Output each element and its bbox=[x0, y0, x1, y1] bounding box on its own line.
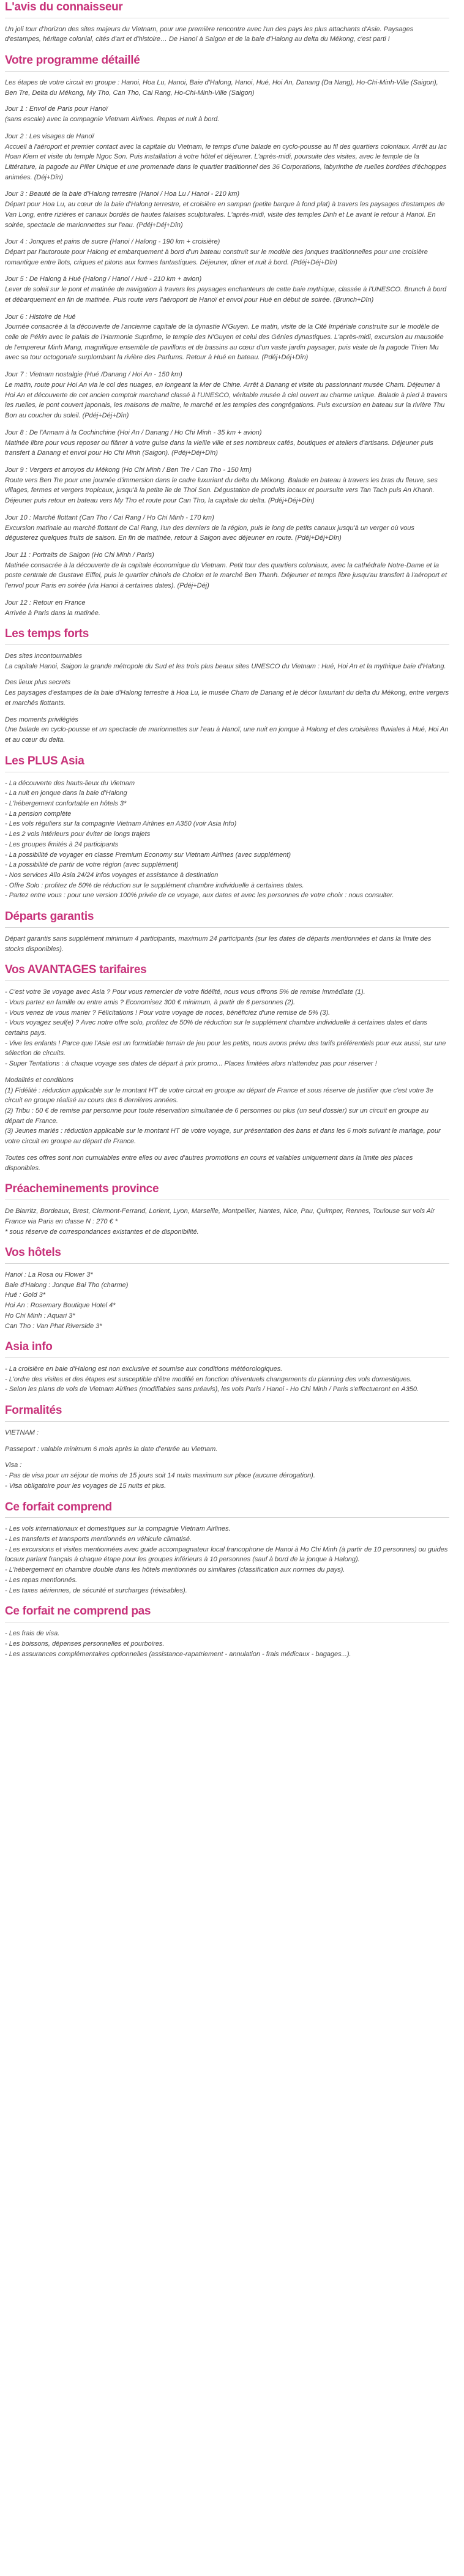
plus-item: - Nos services Allo Asia 24/24 infos voyages et assistance à destination bbox=[5, 872, 219, 879]
day-description: Arrivée à Paris dans la matinée. bbox=[5, 609, 100, 617]
asia-info-line: - La croisière en baie d'Halong est non exclusive et soumise aux conditions météorologiques. bbox=[5, 1365, 283, 1373]
formalite-line: - Pas de visa pour un séjour de moins de 15 jours soit 14 nuits maximum sur place (aucune dérogation). bbox=[5, 1472, 315, 1480]
section-title-connaisseur: L'avis du connaisseur bbox=[5, 0, 449, 18]
temps-fort-item bbox=[5, 651, 449, 671]
day-item bbox=[5, 104, 449, 124]
temps-fort-text: La capitale Hanoi, Saigon la grande métropole du Sud et les trois plus beaux sites UNESCO du Vietnam : Hué, Hoi An et la mythique baie d'Halong. bbox=[5, 662, 446, 670]
day-title: Jour 5 : De Halong à Hué (Halong / Hanoi / Hué - 210 km + avion) bbox=[5, 275, 202, 283]
hotels-list bbox=[5, 1270, 449, 1331]
hotel-line: Hanoi : La Rosa ou Flower 3* bbox=[5, 1271, 93, 1279]
day-description: Matinée libre pour vous reposer ou flâner à votre guise dans la vieille ville et ses nombreux cafés, boutiques et ateliers d'artisans. Déjeuner puis transfert à Danang et envol pour Ho Chi Minh (Saigon). (Pdéj+Déj+Dîn) bbox=[5, 439, 433, 457]
ne-comprend-line: - Les boissons, dépenses personnelles et pourboires. bbox=[5, 1640, 165, 1648]
day-item bbox=[5, 189, 449, 230]
comprend-line: - Les excursions et visites mentionnées avec guide accompagnateur local francophone de Hanoi à Ho Chi Minh (à partir de 10 personnes) ou guides locaux parlant français à chaque étape pour les groupes inférieurs à 10 personnes (sauf à bord de la jonque à Halong). bbox=[5, 1545, 448, 1564]
day-title: Jour 1 : Envol de Paris pour Hanoï bbox=[5, 105, 108, 113]
plus-item: - La découverte des hauts-lieux du Vietnam bbox=[5, 779, 135, 787]
plus-item: - Partez entre vous : pour une version 100% privée de ce voyage, aux dates et avec les personnes de votre choix : nous consulter. bbox=[5, 892, 394, 900]
section-title-comprend: Ce forfait comprend bbox=[5, 1500, 449, 1518]
day-title: Jour 4 : Jonques et pains de sucre (Hanoi / Halong - 190 km + croisière) bbox=[5, 238, 220, 246]
comprend-line: - Les vols internationaux et domestiques sur la compagnie Vietnam Airlines. bbox=[5, 1525, 231, 1533]
day-title: Jour 7 : Vietnam nostalgie (Hué /Danang / Hoi An - 150 km) bbox=[5, 371, 182, 379]
plus-item: - La pension complète bbox=[5, 810, 72, 818]
asia-info-line: - L'ordre des visites et des étapes est susceptible d'être modifié en fonction d'éventuels changements du planning des vols domestiques. bbox=[5, 1375, 412, 1383]
day-description: Départ par l'autoroute pour Halong et embarquement à bord d'un bateau construit sur le modèle des jonques traditionnelles pour une croisière romantique entre îlots, criques et pitons aux formes fantastiques. Déjeuner, dîner et nuit à bord. (Pdéj+Déj+Dîn) bbox=[5, 248, 428, 266]
temps-fort-text: Les paysages d'estampes de la baie d'Halong terrestre à Hoa Lu, le musée Cham de Danang et le décor luxuriant du delta du Mékong, entre vergers et marchés flottants. bbox=[5, 689, 449, 707]
day-item bbox=[5, 428, 449, 458]
section-title-ne-comprend: Ce forfait ne comprend pas bbox=[5, 1604, 449, 1622]
condition-line: (3) Jeunes mariés : réduction applicable sur le montant HT de votre voyage, sur présentation des bans et dans les 6 mois suivant le mariage, pour votre circuit en groupe au départ de France. bbox=[5, 1127, 441, 1146]
plus-item: - Les vols réguliers sur la compagnie Vietnam Airlines en A350 (voir Asia Info) bbox=[5, 820, 237, 828]
plus-item: - La nuit en jonque dans la baie d'Halong bbox=[5, 790, 127, 797]
ne-comprend-line: - Les frais de visa. bbox=[5, 1630, 60, 1638]
day-title: Jour 12 : Retour en France bbox=[5, 599, 86, 607]
day-item bbox=[5, 237, 449, 267]
condition-line: (1) Fidélité : réduction applicable sur le montant HT de votre circuit en groupe au départ de France et sous réserve de justifier que c'est votre 3e circuit en groupe réalisé au cours des 6 dernières années. bbox=[5, 1086, 433, 1105]
plus-item: - La possibilité de voyager en classe Premium Economy sur Vietnam Airlines (avec supplément) bbox=[5, 851, 291, 859]
avantage-item: - C'est votre 3e voyage avec Asia ? Pour vous remercier de votre fidélité, nous vous offrons 5% de remise immédiate (1). bbox=[5, 988, 365, 996]
formalites-passeport bbox=[5, 1444, 449, 1455]
ne-comprend-line: - Les assurances complémentaires optionnelles (assistance-rapatriement - annulation - frais médicaux - bagages...). bbox=[5, 1650, 351, 1658]
plus-item: - La possibilité de partir de votre région (avec supplément) bbox=[5, 861, 179, 869]
asia-info-line: - Selon les plans de vols de Vietnam Airlines (modifiables sans préavis), les vols Paris / Hanoi - Ho Chi Minh / Paris s'effectueront en A350. bbox=[5, 1386, 419, 1394]
comprend-line: - Les transferts et transports mentionnés en véhicule climatisé. bbox=[5, 1536, 192, 1543]
section-title-asia-info: Asia info bbox=[5, 1340, 449, 1358]
avantage-item: - Vous venez de vous marier ? Félicitations ! Pour votre voyage de noces, bénéficiez d'une remise de 5% (3). bbox=[5, 1009, 331, 1017]
section-title-plus-asia: Les PLUS Asia bbox=[5, 754, 449, 772]
section-title-departs-garantis: Départs garantis bbox=[5, 909, 449, 928]
formalite-line: - Visa obligatoire pour les voyages de 15 nuits et plus. bbox=[5, 1482, 167, 1490]
section-title-preacheminements: Préacheminements province bbox=[5, 1182, 449, 1200]
temps-fort-heading: Des lieux plus secrets bbox=[5, 679, 70, 687]
temps-fort-item bbox=[5, 678, 449, 708]
temps-forts-list bbox=[5, 651, 449, 745]
programme-days bbox=[5, 104, 449, 618]
avantage-item: - Vous partez en famille ou entre amis ? Economisez 300 € minimum, à partir de 6 personnes (2). bbox=[5, 998, 296, 1006]
day-description: (sans escale) avec la compagnie Vietnam Airlines. Repas et nuit à bord. bbox=[5, 116, 220, 124]
section-title-hotels: Vos hôtels bbox=[5, 1245, 449, 1264]
day-title: Jour 3 : Beauté de la baie d'Halong terrestre (Hanoi / Hoa Lu / Hanoi - 210 km) bbox=[5, 190, 240, 198]
formalites-visa bbox=[5, 1460, 449, 1491]
formalite-line: VIETNAM : bbox=[5, 1428, 39, 1436]
day-item bbox=[5, 370, 449, 421]
day-item bbox=[5, 132, 449, 183]
comprend-list bbox=[5, 1524, 449, 1596]
day-item bbox=[5, 513, 449, 543]
comprend-line: - Les taxes aériennes, de sécurité et surcharges (révisables). bbox=[5, 1586, 187, 1594]
connaisseur-text: Un joli tour d'horizon des sites majeurs du Vietnam, pour une première rencontre avec l'un des pays les plus attachants d'Asie. Paysages d'estampes, héritage colonial, cités d'art et d'histoire… De Hanoï à Saigon et de la baie d'Halong au delta du Mékong, c'est parti ! bbox=[5, 25, 414, 43]
preacheminement-line: * sous réserve de correspondances existantes et de disponibilité. bbox=[5, 1228, 199, 1236]
day-description: Journée consacrée à la découverte de l'ancienne capitale de la dynastie N'Guyen. Le matin, visite de la Cité Impériale construite sur le modèle de celle de Pékin avec le palais de l'Harmonie Suprême, le temple des N'Guyen et celui des Génies dynastiques. L'après-midi, excursion au mausolée de l'empereur Minh Mang, magnifique ensemble de pavillons et de bassins au cœur d'un vaste jardin paysager, puis visite de la pagode Thien Mu avec sa tour octogonale surplombant la rivière des Parfums. Retour à Hué en bateau. (Pdéj+Déj+Dîn) bbox=[5, 323, 444, 362]
hotel-line: Ho Chi Minh : Aquari 3* bbox=[5, 1312, 75, 1320]
programme-intro: Les étapes de votre circuit en groupe : Hanoi, Hoa Lu, Hanoi, Baie d'Halong, Hanoi, Hué, Hoi An, Danang (Da Nang), Ho-Chi-Minh-Ville (Saigon), Ben Tre, Delta du Mékong, My Tho, Can Tho, Cai Rang, Ho-Chi-Minh-Ville (Saigon) bbox=[5, 78, 438, 97]
plus-item: - Offre Solo : profitez de 50% de réduction sur le supplément chambre individuelle à certaines dates. bbox=[5, 881, 304, 889]
day-title: Jour 9 : Vergers et arroyos du Mékong (Ho Chi Minh / Ben Tre / Can Tho - 150 km) bbox=[5, 466, 252, 474]
day-title: Jour 2 : Les visages de Hanoï bbox=[5, 132, 94, 140]
day-item bbox=[5, 550, 449, 591]
day-description: Le matin, route pour Hoi An via le col des nuages, en longeant la Mer de Chine. Arrêt à Danang et visite du passionnant musée Cham. Déjeuner à Hoi An et découverte de cet ancien comptoir marchand classé à l'UNESCO, véritable musée à ciel ouvert au charme unique. Balade à pied à travers les ruelles, le pont couvert japonais, les maisons de maître, le marché et les temples des congrégations. Puis excursion en bateau sur la rivière Thu Bon au coucher du soleil. (Pdéj+Déj+Dîn) bbox=[5, 381, 447, 420]
day-description: Départ pour Hoa Lu, au cœur de la baie d'Halong terrestre, et croisière en sampan (petite barque à fond plat) à travers les paysages d'estampes de Van Long, entre rizières et canaux bordés de hautes falaises sculpturales. L'après-midi, visite des temples Dinh et Le avant le retour à Hanoi. En soirée, spectacle de marionnettes sur l'eau. (Pdéj+Déj+Dîn) bbox=[5, 201, 445, 229]
avantage-item: - Super Tentations : à chaque voyage ses dates de départ à prix promo... Places limitées alors n'attendez pas pour réserver ! bbox=[5, 1060, 377, 1068]
hotel-line: Hué : Gold 3* bbox=[5, 1291, 46, 1299]
conditions-title: Modalités et conditions bbox=[5, 1076, 73, 1084]
formalites-country bbox=[5, 1428, 449, 1438]
hotel-line: Can Tho : Van Phat Riverside 3* bbox=[5, 1322, 102, 1330]
day-item bbox=[5, 274, 449, 305]
day-title: Jour 8 : De l'Annam à la Cochinchine (Hoi An / Danang / Ho Chi Minh - 35 km + avion) bbox=[5, 428, 262, 436]
avantage-item: - Vive les enfants ! Parce que l'Asie est un formidable terrain de jeu pour les petits, nous avons prévu des tarifs préférentiels pour eux aussi, sur une sélection de circuits. bbox=[5, 1039, 446, 1058]
temps-fort-heading: Des sites incontournables bbox=[5, 652, 82, 660]
day-description: Route vers Ben Tre pour une journée d'immersion dans le cadre luxuriant du delta du Mékong. Balade en bateau à travers les bras du fleuve, ses villages, fermes et vergers tropicaux, jusqu'à la petite île de Thoi Son. Dégustation de produits locaux et poursuite vers Tan Tach puis An Khanh. Déjeuner puis retour en bateau vers My Tho et route pour Can Tho, la capitale du delta. (Pdéj+Déj+Dîn) bbox=[5, 476, 438, 505]
section-title-programme: Votre programme détaillé bbox=[5, 53, 449, 72]
departs-text: Départ garantis sans supplément minimum 4 participants, maximum 24 participants (sur les dates de départs mentionnées et dans la limite des stocks disponibles). bbox=[5, 935, 432, 953]
plus-asia-list bbox=[5, 778, 449, 902]
section-title-temps-forts: Les temps forts bbox=[5, 627, 449, 645]
day-title: Jour 10 : Marché flottant (Can Tho / Cai Rang / Ho Chi Minh - 170 km) bbox=[5, 513, 214, 521]
condition-line: (2) Tribu : 50 € de remise par personne pour toute réservation simultanée de 6 personnes ou plus (un seul dossier) sur un circuit en groupe au départ de France. bbox=[5, 1107, 428, 1125]
hotel-line: Baie d'Halong : Jonque Bai Tho (charme) bbox=[5, 1281, 129, 1289]
plus-item: - L'hébergement confortable en hôtels 3* bbox=[5, 799, 127, 807]
avantages-conditions bbox=[5, 1075, 449, 1147]
ne-comprend-list bbox=[5, 1629, 449, 1659]
avantages-footnote: Toutes ces offres sont non cumulables entre elles ou avec d'autres promotions en cours et valables uniquement dans la limite des places disponibles. bbox=[5, 1154, 413, 1172]
section-title-avantages: Vos AVANTAGES tarifaires bbox=[5, 963, 449, 981]
preacheminement-line: De Biarritz, Bordeaux, Brest, Clermont-Ferrand, Lorient, Lyon, Marseille, Montpellier, Nantes, Nice, Pau, Quimper, Rennes, Toulouse sur vols Air France via Paris en classe N : 270 € * bbox=[5, 1208, 435, 1225]
formalite-line: Visa : bbox=[5, 1462, 22, 1469]
day-description: Matinée consacrée à la découverte de la capitale économique du Vietnam. Petit tour des quartiers coloniaux, avec la cathédrale Notre-Dame et la poste centrale de Gustave Eiffel, puis le quartier chinois de Cholon et le marché Ben Thanh. Déjeuner et temps libre jusqu'au transfert à l'aéroport et l'envol pour Paris en soirée (via Hanoi à certaines dates). (Pdéj+Déj) bbox=[5, 561, 447, 590]
temps-fort-heading: Des moments privilégiés bbox=[5, 715, 78, 723]
preacheminements-lines bbox=[5, 1206, 449, 1237]
comprend-line: - L'hébergement en chambre double dans les hôtels mentionnés ou similaires (classification aux normes du pays). bbox=[5, 1566, 345, 1574]
comprend-line: - Les repas mentionnés. bbox=[5, 1576, 78, 1584]
avantage-item: - Vous voyagez seul(e) ? Avec notre offre solo, profitez de 50% de réduction sur le supplément chambre individuelle à certaines dates et dans certains pays. bbox=[5, 1019, 427, 1037]
day-description: Lever de soleil sur le pont et matinée de navigation à travers les paysages enchanteurs de cette baie mythique, classée à l'UNESCO. Brunch à bord et débarquement en fin de matinée. Puis route vers l'aéroport de Hanoï et envol pour Hué en début de soirée. (Brunch+Dîn) bbox=[5, 286, 447, 304]
hotel-line: Hoi An : Rosemary Boutique Hotel 4* bbox=[5, 1302, 116, 1310]
day-item bbox=[5, 312, 449, 364]
temps-fort-text: Une balade en cyclo-pousse et un spectacle de marionnettes sur l'eau à Hanoï, une nuit en jonque à Halong et des croisières fluviales à Hué, Hoi An et au cœur du delta. bbox=[5, 726, 449, 744]
day-description: Accueil à l'aéroport et premier contact avec la capitale du Vietnam, le temps d'une balade en cyclo-pousse au fil des quartiers coloniaux. Arrêt au lac Hoan Kiem et visite du temple Ngoc Son. Puis installation à votre hôtel et déjeuner. L'après-midi, poursuite des visites, avec le temple de la Littérature, la pagode au Pilier Unique et une promenade dans le quartier traditionnel des 36 Corporations, labyrinthe de ruelles bordées d'échoppes animées. (Déj+Dîn) bbox=[5, 143, 447, 181]
day-item bbox=[5, 465, 449, 506]
avantages-list bbox=[5, 987, 449, 1069]
asia-info-lines bbox=[5, 1364, 449, 1395]
day-item bbox=[5, 598, 449, 618]
day-title: Jour 11 : Portraits de Saigon (Ho Chi Minh / Paris) bbox=[5, 551, 154, 559]
plus-item: - Les groupes limités à 24 participants bbox=[5, 840, 119, 848]
day-description: Excursion matinale au marché flottant de Cai Rang, l'un des derniers de la région, puis le long de petits canaux jusqu'à un verger où vous dégusterez quelques fruits de saison. En fin de matinée, retour à Saigon avec déjeuner en route. (Pdéj+Déj+Dîn) bbox=[5, 524, 414, 542]
section-title-formalites: Formalités bbox=[5, 1403, 449, 1422]
formalite-line: Passeport : valable minimum 6 mois après la date d'entrée au Vietnam. bbox=[5, 1445, 218, 1453]
plus-item: - Les 2 vols intérieurs pour éviter de longs trajets bbox=[5, 831, 151, 838]
day-title: Jour 6 : Histoire de Hué bbox=[5, 313, 76, 321]
temps-fort-item bbox=[5, 715, 449, 745]
